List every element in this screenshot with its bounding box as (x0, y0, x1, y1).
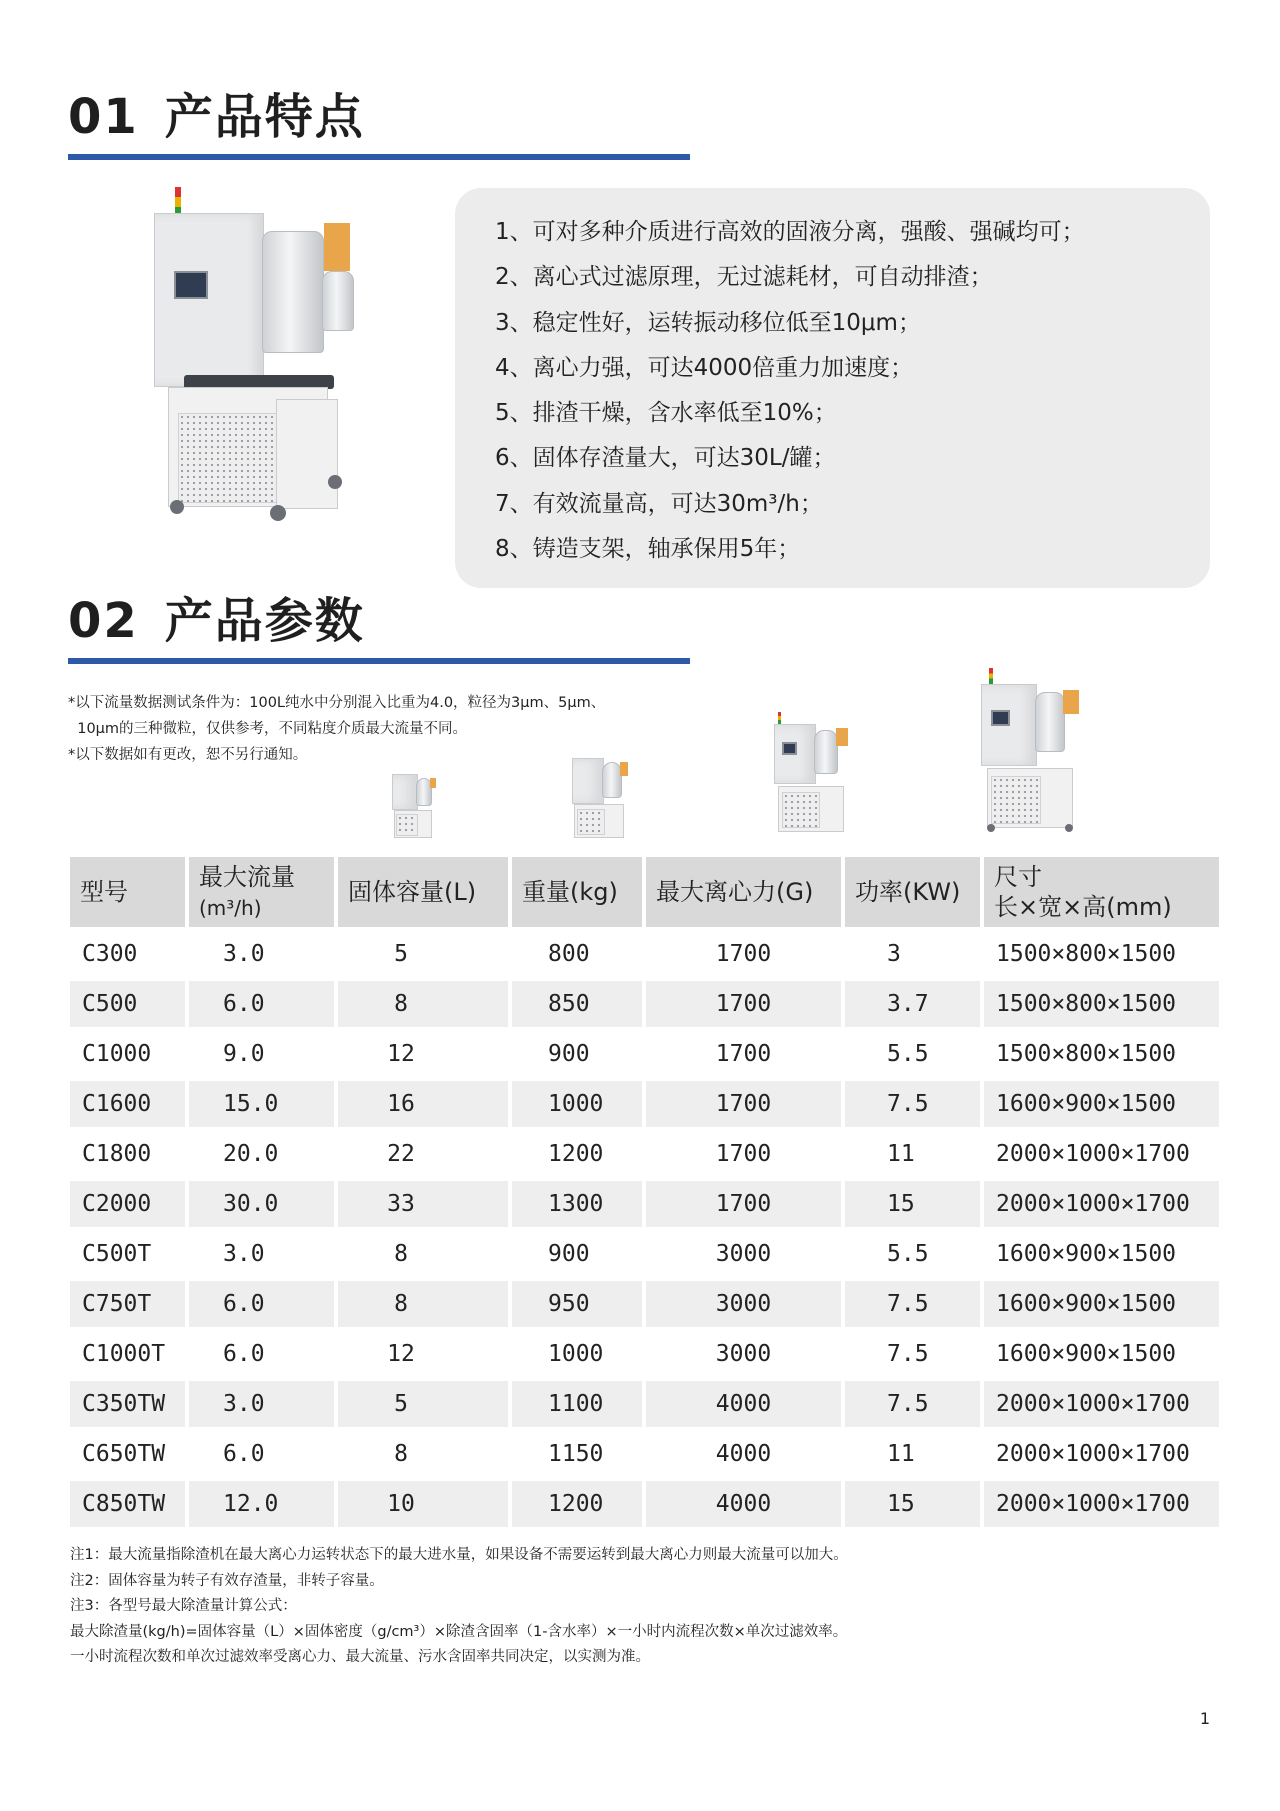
table-row (70, 981, 1219, 1027)
header-weight: 重量(kg) (512, 857, 642, 927)
cell-power: 15 (845, 1181, 980, 1227)
cell-max-force: 4000 (646, 1481, 841, 1527)
product-image-small-1 (390, 770, 440, 842)
cell-max-force: 1700 (646, 1181, 841, 1227)
cell-size: 1500×800×1500 (984, 981, 1219, 1027)
cell-power: 7.5 (845, 1331, 980, 1377)
cell-power: 7.5 (845, 1381, 980, 1427)
cell-power: 5.5 (845, 1031, 980, 1077)
cell-power: 5.5 (845, 1231, 980, 1277)
cell-capacity: 12 (338, 1331, 508, 1377)
cell-capacity: 5 (338, 931, 508, 977)
footnote-line: 一小时流程次数和单次过滤效率受离心力、最大流量、污水含固率共同决定，以实测为准。 (70, 1649, 650, 1665)
cell-max-flow: 6.0 (189, 981, 334, 1027)
cell-max-flow: 20.0 (189, 1131, 334, 1177)
table-row (70, 1181, 1219, 1227)
cell-max-force: 3000 (646, 1281, 841, 1327)
table-row (70, 1481, 1219, 1527)
features-panel (455, 188, 1210, 588)
section-title-features: 01 产品特点 (68, 89, 365, 145)
cell-model: C650TW (70, 1431, 185, 1477)
note-line: *以下流量数据测试条件为：100L纯水中分别混入比重为4.0，粒径为3μm、5μm、 (68, 695, 606, 711)
cell-size: 1600×900×1500 (984, 1281, 1219, 1327)
cell-weight: 850 (512, 981, 642, 1027)
cell-capacity: 16 (338, 1081, 508, 1127)
cell-model: C1600 (70, 1081, 185, 1127)
cell-model: C750T (70, 1281, 185, 1327)
feature-item: 1、可对多种介质进行高效的固液分离，强酸、强碱均可； (495, 219, 1085, 245)
cell-max-flow: 3.0 (189, 1231, 334, 1277)
cell-max-force: 1700 (646, 981, 841, 1027)
cell-weight: 1150 (512, 1431, 642, 1477)
header-capacity: 固体容量(L) (338, 857, 508, 927)
cell-model: C850TW (70, 1481, 185, 1527)
product-image-small-2 (570, 752, 634, 844)
footnote-line: 最大除渣量(kg/h)=固体容量（L）×固体密度（g/cm³）×除渣含固率（1-含水率）×一小时内流程次数×单次过滤效率。 (70, 1623, 848, 1640)
table-row (70, 1431, 1219, 1477)
product-image-small-3 (770, 712, 860, 840)
table-row (70, 1131, 1219, 1177)
cell-max-force: 4000 (646, 1431, 841, 1477)
table-row (70, 1331, 1219, 1377)
cell-model: C350TW (70, 1381, 185, 1427)
feature-item: 5、排渣干燥，含水率低至10%； (495, 400, 837, 427)
cell-max-force: 4000 (646, 1381, 841, 1427)
table-row (70, 1231, 1219, 1277)
cell-size: 2000×1000×1700 (984, 1431, 1219, 1477)
cell-max-flow: 6.0 (189, 1281, 334, 1327)
cell-max-flow: 6.0 (189, 1431, 334, 1477)
cell-max-flow: 15.0 (189, 1081, 334, 1127)
cell-size: 1500×800×1500 (984, 1031, 1219, 1077)
footnote-line: 注1：最大流量指除渣机在最大离心力运转状态下的最大进水量，如果设备不需要运转到最大离心力则最大流量可以加大。 (70, 1547, 848, 1563)
cell-power: 7.5 (845, 1281, 980, 1327)
page-number: 1 (1199, 1709, 1210, 1728)
cell-size: 1500×800×1500 (984, 931, 1219, 977)
cell-model: C500T (70, 1231, 185, 1277)
table-row (70, 1281, 1219, 1327)
cell-size: 2000×1000×1700 (984, 1481, 1219, 1527)
note-line: 10μm的三种微粒，仅供参考，不同粘度介质最大流量不同。 (68, 721, 468, 737)
cell-weight: 1000 (512, 1081, 642, 1127)
section-title-params: 02 产品参数 (68, 593, 365, 649)
footnote-line: 注3：各型号最大除渣量计算公式： (70, 1598, 297, 1614)
cell-capacity: 22 (338, 1131, 508, 1177)
cell-max-force: 1700 (646, 1081, 841, 1127)
cell-capacity: 33 (338, 1181, 508, 1227)
feature-item: 6、固体存渣量大，可达30L/罐； (495, 445, 836, 472)
feature-item: 8、铸造支架，轴承保用5年； (495, 536, 801, 563)
cell-capacity: 12 (338, 1031, 508, 1077)
cell-capacity: 8 (338, 1231, 508, 1277)
cell-capacity: 8 (338, 1431, 508, 1477)
cell-size: 1600×900×1500 (984, 1231, 1219, 1277)
header-max-force: 最大离心力(G) (646, 857, 841, 927)
cell-model: C500 (70, 981, 185, 1027)
cell-max-force: 3000 (646, 1231, 841, 1277)
cell-max-flow: 3.0 (189, 1381, 334, 1427)
feature-item: 3、稳定性好，运转振动移位低至10μm； (495, 309, 921, 336)
cell-weight: 950 (512, 1281, 642, 1327)
cell-model: C300 (70, 931, 185, 977)
cell-max-force: 1700 (646, 931, 841, 977)
cell-size: 2000×1000×1700 (984, 1381, 1219, 1427)
cell-weight: 900 (512, 1031, 642, 1077)
test-conditions-notes (68, 690, 605, 768)
product-image-main (150, 185, 390, 555)
cell-model: C2000 (70, 1181, 185, 1227)
cell-model: C1800 (70, 1131, 185, 1177)
title-underline (68, 154, 690, 160)
cell-max-flow: 12.0 (189, 1481, 334, 1527)
cell-power: 11 (845, 1431, 980, 1477)
note-line: *以下数据如有更改，恕不另行通知。 (68, 747, 308, 763)
cell-capacity: 8 (338, 1281, 508, 1327)
cell-power: 3.7 (845, 981, 980, 1027)
footnote-line: 注2：固体容量为转子有效存渣量，非转子容量。 (70, 1572, 384, 1589)
footnotes (70, 1543, 848, 1671)
title-underline (68, 658, 690, 664)
product-image-small-4 (975, 668, 1095, 840)
feature-item: 2、离心式过滤原理，无过滤耗材，可自动排渣； (495, 264, 993, 291)
table-row (70, 931, 1219, 977)
cell-capacity: 8 (338, 981, 508, 1027)
cell-weight: 900 (512, 1231, 642, 1277)
cell-weight: 1100 (512, 1381, 642, 1427)
header-power: 功率(KW) (845, 857, 980, 927)
features-list (495, 210, 1085, 572)
cell-power: 11 (845, 1131, 980, 1177)
cell-power: 15 (845, 1481, 980, 1527)
parameters-table (66, 853, 1223, 1531)
cell-capacity: 10 (338, 1481, 508, 1527)
cell-max-flow: 3.0 (189, 931, 334, 977)
cell-power: 7.5 (845, 1081, 980, 1127)
cell-max-force: 1700 (646, 1031, 841, 1077)
table-row (70, 1031, 1219, 1077)
cell-max-flow: 30.0 (189, 1181, 334, 1227)
table-row (70, 1081, 1219, 1127)
cell-size: 1600×900×1500 (984, 1331, 1219, 1377)
feature-item: 4、离心力强，可达4000倍重力加速度； (495, 354, 914, 381)
table-row (70, 1381, 1219, 1427)
cell-size: 2000×1000×1700 (984, 1131, 1219, 1177)
feature-item: 7、有效流量高，可达30m³/h； (495, 490, 823, 517)
cell-capacity: 5 (338, 1381, 508, 1427)
cell-weight: 1200 (512, 1481, 642, 1527)
cell-size: 2000×1000×1700 (984, 1181, 1219, 1227)
cell-weight: 800 (512, 931, 642, 977)
header-max-flow: 最大流量 (m³/h) (189, 857, 334, 927)
cell-weight: 1000 (512, 1331, 642, 1377)
cell-model: C1000T (70, 1331, 185, 1377)
cell-max-force: 1700 (646, 1131, 841, 1177)
cell-max-force: 3000 (646, 1331, 841, 1377)
cell-max-flow: 6.0 (189, 1331, 334, 1377)
header-model: 型号 (70, 857, 185, 927)
table-header-row (70, 857, 1219, 927)
cell-max-flow: 9.0 (189, 1031, 334, 1077)
cell-power: 3 (845, 931, 980, 977)
cell-weight: 1200 (512, 1131, 642, 1177)
header-size: 尺寸 长×宽×高(mm) (984, 857, 1219, 927)
cell-size: 1600×900×1500 (984, 1081, 1219, 1127)
cell-model: C1000 (70, 1031, 185, 1077)
cell-weight: 1300 (512, 1181, 642, 1227)
